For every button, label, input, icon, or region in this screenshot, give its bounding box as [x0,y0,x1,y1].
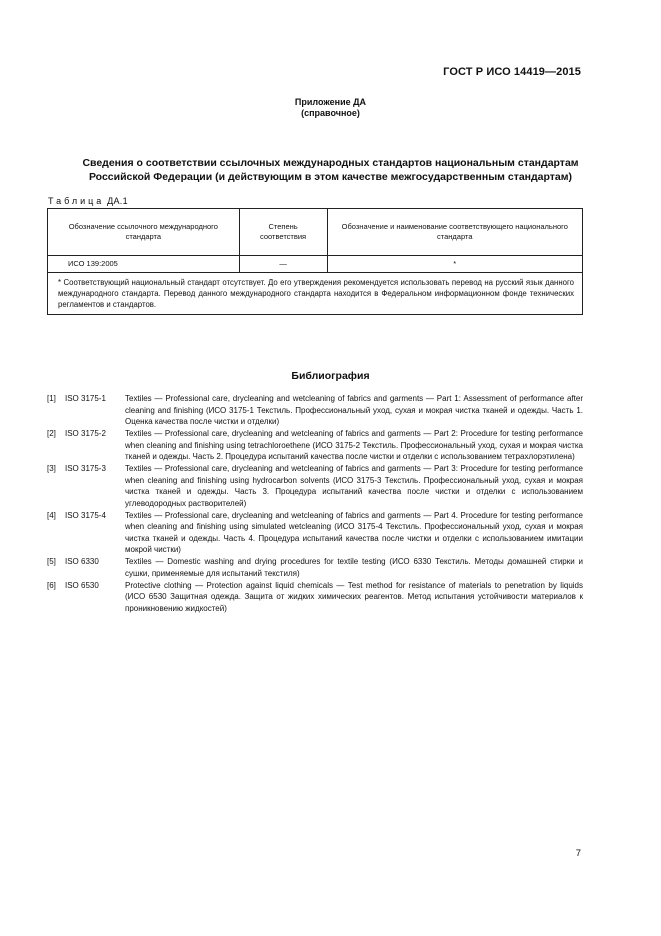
bibliography-entry [47,428,583,463]
bibliography-entry-number: [1] [47,394,56,403]
bibliography-entry-code: ISO 3175-4 [65,510,106,520]
bibliography-entry [47,393,583,428]
section-title-line-2: Российской Федерации (и действующим в этом качестве межгосударственным стандартам) [88,171,573,183]
correspondence-table [47,208,583,315]
table-row [48,256,583,273]
section-title-line-1: Сведения о соответствии ссылочных международных стандартов национальным стандартам [82,157,579,169]
bibliography-entry-text: Textiles — Professional care, drycleaning and wetcleaning of fabrics and garments — Part 2: Procedure for testing performance when cleaning and finishing using tetrachloroethene (ИСО 3175-2 Текстиль. Профессиональный уход, сухая и мокрая чистка тканей и одежды. Часть 2. Процедура испытаний качества после чистки и отделки с использованием тетрахлорэтилена) [125,429,583,461]
table-header-cell: Обозначение и наименование соответствующего национального стандарта [327,209,582,256]
bibliography-entry-number: [6] [47,580,56,590]
table-footnote: * Соответствующий национальный стандарт отсутствует. До его утверждения рекомендуется использовать перевод на русский язык данного международного стандарта. Перевод данного международного стандарта находится в Федеральном информационном фонде технических регламентов и стандартов. [48,273,583,315]
table-caption-word: Таблица [48,196,105,206]
bibliography-entry [47,463,583,509]
bibliography-entry-number: [4] [47,510,56,520]
section-title [48,156,613,184]
bibliography-entry-text: Textiles — Professional care, drycleaning and wetcleaning of fabrics and garments — Part 1: Assessment of performance after cleaning and finishing (ИСО 3175-1 Текстиль. Профессиональный уход, сухая и мокрая чистка тканей и одежды. Часть 1. Оценка качества после чистки и отделки) [125,394,583,426]
table-caption-number: ДА.1 [107,196,128,206]
bibliography-entry-text: Textiles — Professional care, drycleaning and wetcleaning of fabrics and garments — Part 4. Procedure for testing performance when cleaning and finishing using simulated wetcleaning (ИСО 3175-4 Текстиль. Профессиональный уход, сухая и мокрая чистка тканей и одежды. Часть 4. Процедура испытаний качества после чистки и отделки с использованием имитации мокрой чистки) [125,510,583,554]
table-header-cell: Степень соответствия [239,209,327,256]
annex-subtitle: (справочное) [301,108,360,118]
bibliography-entry-text: Protective clothing — Protection against liquid chemicals — Test method for resistance of materials to penetration by liquids (ИСО 6530 Защитная одежда. Защита от жидких химических реагентов. Метод испытания устойчивости материалов к проникновению жидкостей) [125,580,583,613]
bibliography-entry-code: ISO 6530 [65,580,99,590]
table-footnote-row [48,273,583,315]
table-cell: * [327,256,582,273]
bibliography-entry-code: ISO 6330 [65,557,99,566]
table-header-row [48,209,583,256]
bibliography-entry [47,580,583,615]
table-cell: — [239,256,327,273]
bibliography-entry-code: ISO 3175-2 [65,429,106,438]
table-header-cell: Обозначение ссылочного международного стандарта [48,209,240,256]
bibliography-entry-text: Textiles — Domestic washing and drying procedures for textile testing (ИСО 6330 Текстиль. Методы домашней стирки и сушки, применяемые для испытаний текстиля) [125,557,583,578]
bibliography-entry-number: [2] [47,429,56,438]
bibliography-entry-text: Textiles — Professional care, drycleaning and wetcleaning of fabrics and garments — Part 3: Procedure for testing performance when cleaning and finishing using hydrocarbon solvents (ИСО 3175-3 Текстиль. Профессиональный уход, сухая и мокрая чистка тканей и одежды. Часть 3. Процедура испытаний качества после чистки и отделки с использованием углеводородных растворителей) [125,464,583,508]
bibliography-list [47,393,583,615]
annex-heading [0,97,661,119]
bibliography-entry-number: [3] [47,464,56,473]
page-number: 7 [575,848,581,859]
table-caption [48,196,128,206]
bibliography-entry [47,556,583,579]
bibliography-title: Библиография [291,370,370,382]
bibliography-entry [47,510,583,556]
bibliography-entry-code: ISO 3175-3 [65,464,106,473]
table-cell: ИСО 139:2005 [48,256,240,273]
bibliography-entry-code: ISO 3175-1 [65,394,106,403]
bibliography-entry-number: [5] [47,557,56,566]
annex-title: Приложение ДА [294,97,367,107]
standard-code: ГОСТ Р ИСО 14419—2015 [443,66,581,78]
